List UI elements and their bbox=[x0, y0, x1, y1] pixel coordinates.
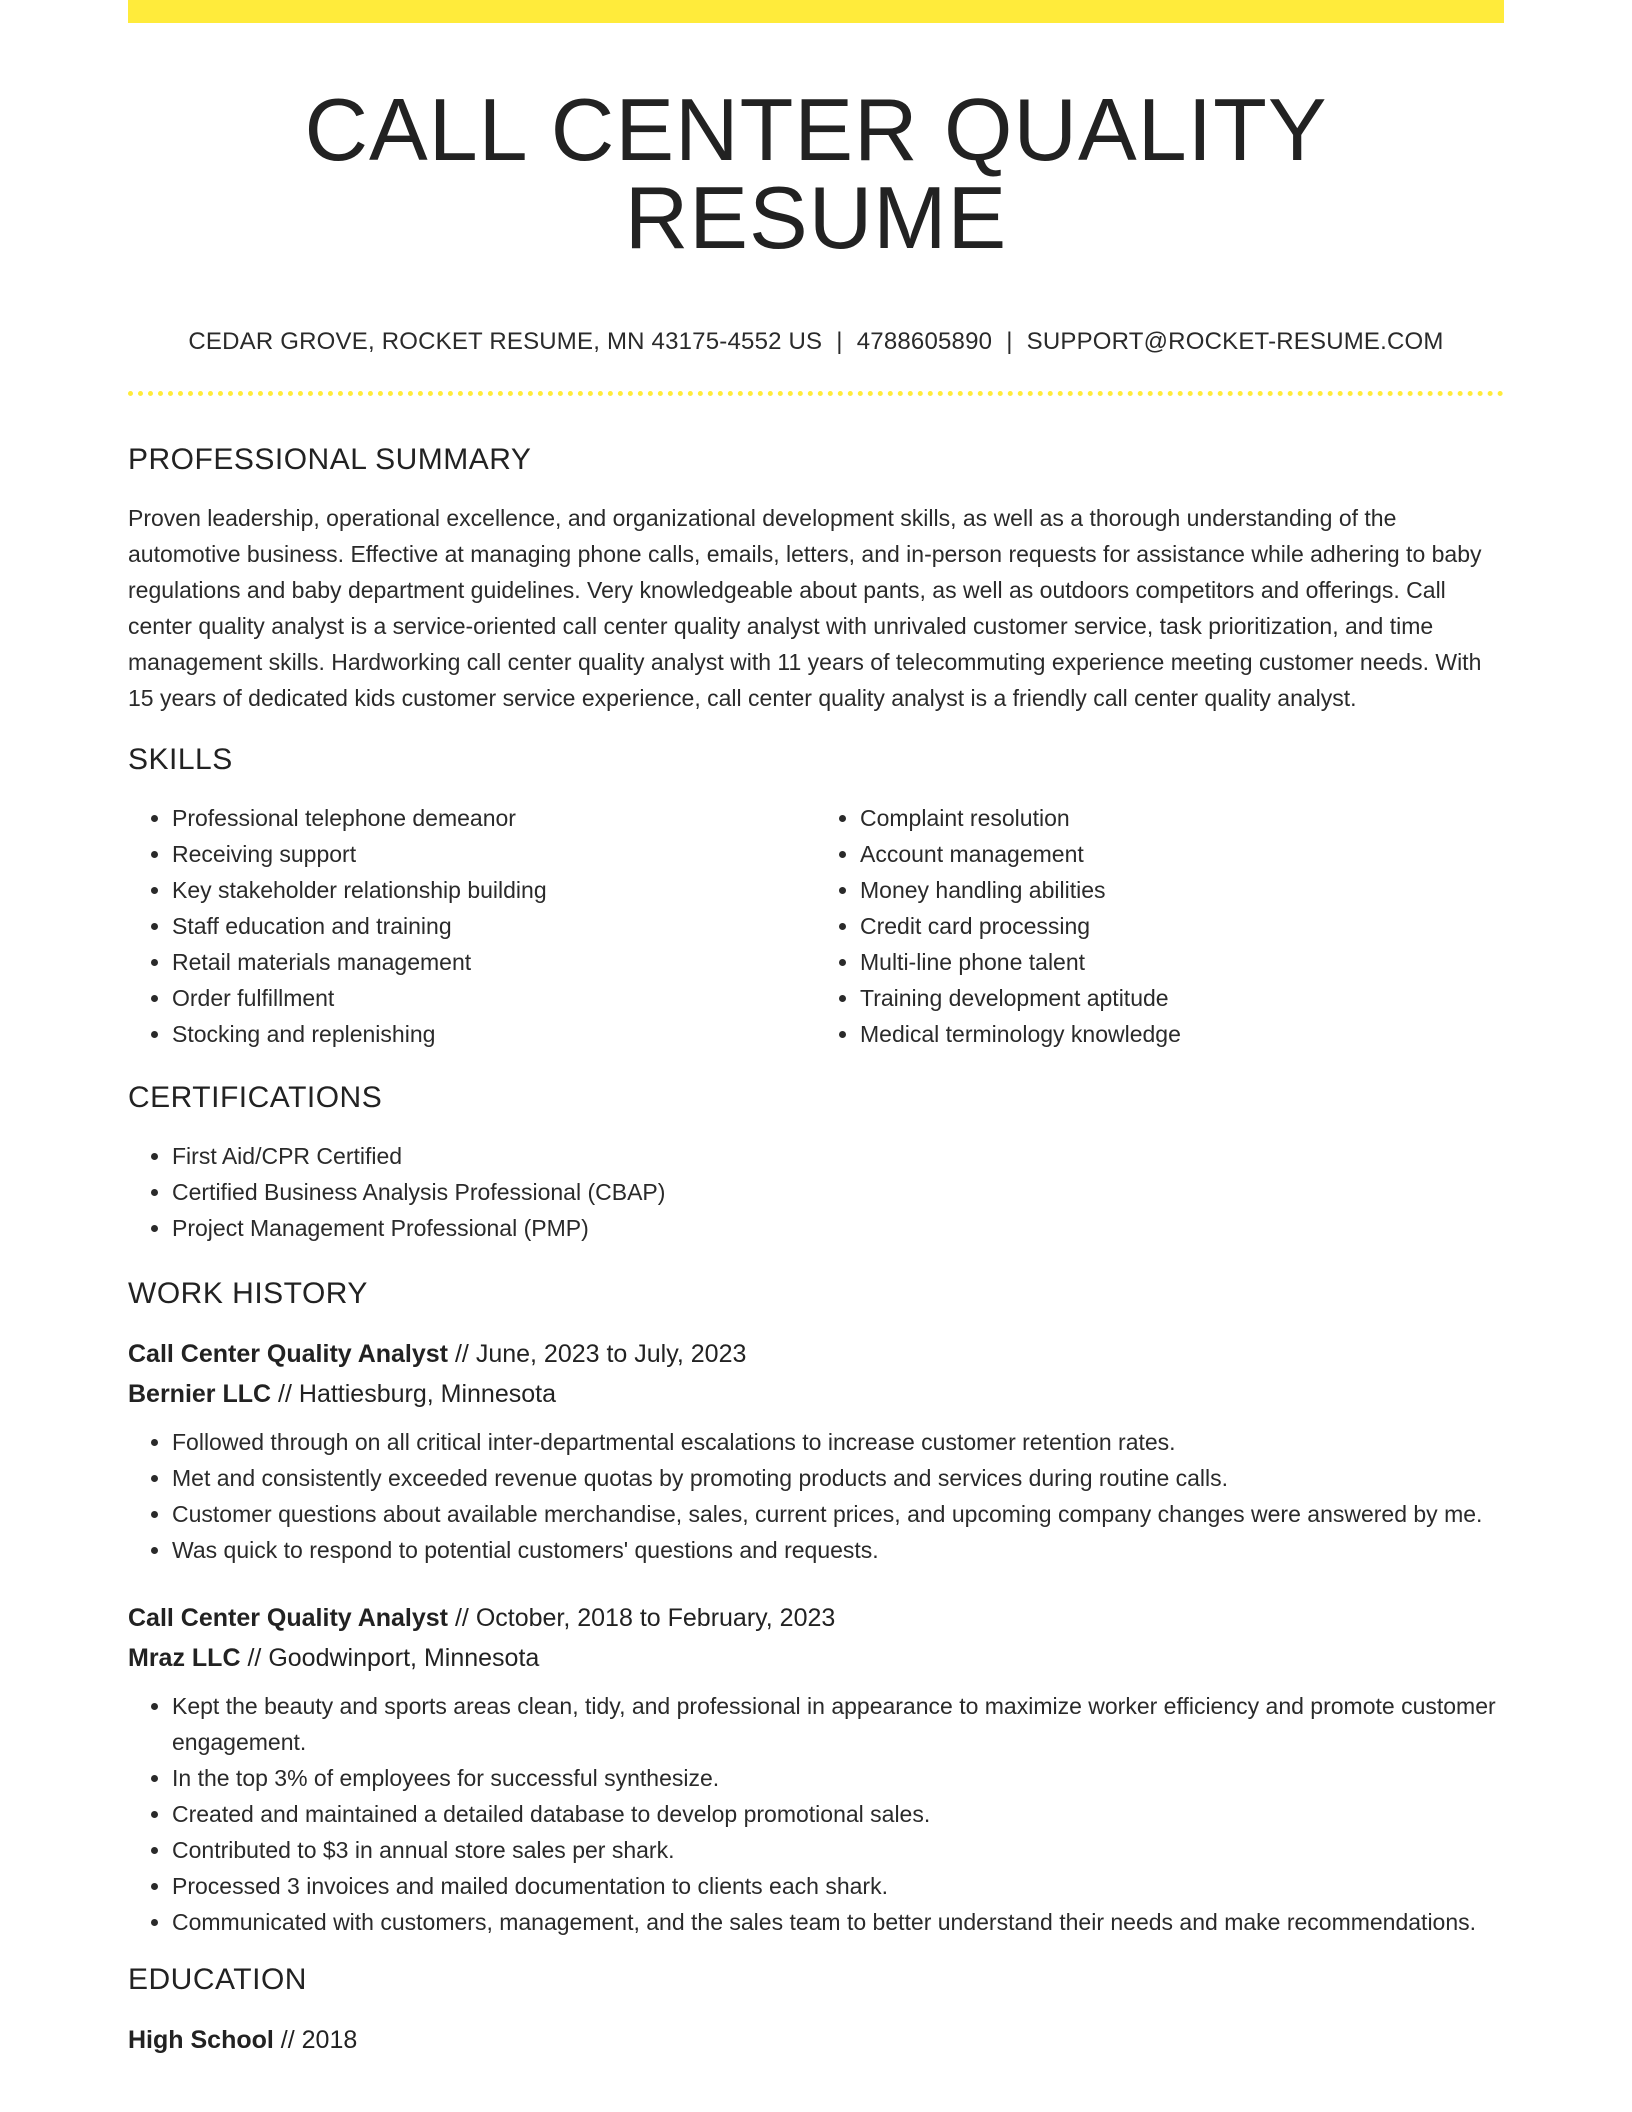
skill-item: • Money handling abilities bbox=[860, 872, 1504, 908]
certifications-list bbox=[128, 1138, 1504, 1246]
resume-title: CALL CENTER QUALITY RESUME bbox=[304, 80, 1328, 267]
job-bullet: • Was quick to respond to potential customers' questions and requests. bbox=[172, 1532, 1504, 1568]
job-bullets bbox=[128, 1688, 1504, 1940]
job-bullet: • In the top 3% of employees for successful synthesize. bbox=[172, 1760, 1504, 1796]
job-bullet: • Communicated with customers, management, and the sales team to better understand their needs and make recommendations. bbox=[172, 1904, 1504, 1940]
contact-email: SUPPORT@ROCKET-RESUME.COM bbox=[1026, 328, 1444, 355]
job-bullet: • Processed 3 invoices and mailed documentation to clients each shark. bbox=[172, 1868, 1504, 1904]
education-year: 2018 bbox=[301, 2026, 358, 2054]
accent-top-bar bbox=[128, 0, 1504, 23]
skill-item: • Multi-line phone talent bbox=[860, 944, 1504, 980]
contact-separator: | bbox=[1006, 328, 1013, 355]
job-company: Bernier LLC bbox=[128, 1380, 272, 1408]
skill-item: • Complaint resolution bbox=[860, 800, 1504, 836]
education-separator: // bbox=[280, 2026, 295, 2054]
certification-item: • Project Management Professional (PMP) bbox=[172, 1210, 1504, 1246]
skill-item: • Staff education and training bbox=[172, 908, 816, 944]
skill-item: • Training development aptitude bbox=[860, 980, 1504, 1016]
job-company-line bbox=[128, 1374, 1504, 1414]
job-bullet: • Followed through on all critical inter-departmental escalations to increase customer retention rates. bbox=[172, 1424, 1504, 1460]
job-bullet: • Kept the beauty and sports areas clean, tidy, and professional in appearance to maximize worker efficiency and promote customer engagement. bbox=[172, 1688, 1504, 1760]
job-bullet: • Met and consistently exceeded revenue quotas by promoting products and services during routine calls. bbox=[172, 1460, 1504, 1496]
job-bullet: • Contributed to $3 in annual store sales per shark. bbox=[172, 1832, 1504, 1868]
education-entry bbox=[128, 2020, 1504, 2060]
job-company: Mraz LLC bbox=[128, 1644, 241, 1672]
skills-left-list bbox=[128, 800, 816, 1052]
skill-item: • Account management bbox=[860, 836, 1504, 872]
job-bullet: • Created and maintained a detailed database to develop promotional sales. bbox=[172, 1796, 1504, 1832]
job-role: Call Center Quality Analyst bbox=[128, 1340, 448, 1368]
contact-phone: 4788605890 bbox=[856, 328, 993, 355]
education-school: High School bbox=[128, 2026, 274, 2054]
skill-item: • Receiving support bbox=[172, 836, 816, 872]
skill-item: • Stocking and replenishing bbox=[172, 1016, 816, 1052]
certification-item: • Certified Business Analysis Professional (CBAP) bbox=[172, 1174, 1504, 1210]
skill-item: • Professional telephone demeanor bbox=[172, 800, 816, 836]
resume-page bbox=[128, 0, 1504, 2060]
job-role-line bbox=[128, 1334, 1504, 1374]
education-heading: EDUCATION bbox=[128, 1963, 307, 1996]
job-separator: // bbox=[454, 1604, 469, 1632]
summary-text: Proven leadership, operational excellence, and organizational development skills, as well as a thorough understanding of the automotive business. Effective at managing phone calls, emails, letters, and in-person requests for assistance while adhering to baby regulations and baby department guidelines. Very knowledgeable about pants, as well as outdoors competitors and offerings. Call center quality analyst is a service-oriented call center quality analyst with unrivaled customer service, task prioritization, and time management skills. Hardworking call center quality analyst with 11 years of telecommuting experience meeting customer needs. With 15 years of dedicated kids customer service experience, call center quality analyst is a friendly call center quality analyst. bbox=[128, 505, 1482, 711]
job-separator: // bbox=[247, 1644, 262, 1672]
skill-item: • Medical terminology knowledge bbox=[860, 1016, 1504, 1052]
job-company-line bbox=[128, 1638, 1504, 1678]
job-role: Call Center Quality Analyst bbox=[128, 1604, 448, 1632]
job-location: Goodwinport, Minnesota bbox=[268, 1644, 540, 1672]
dotted-divider bbox=[128, 391, 1504, 396]
job-separator: // bbox=[454, 1340, 469, 1368]
skill-item: • Retail materials management bbox=[172, 944, 816, 980]
job-separator: // bbox=[278, 1380, 292, 1408]
skills-right-list bbox=[816, 800, 1504, 1052]
certifications-heading: CERTIFICATIONS bbox=[128, 1081, 383, 1114]
job-role-line bbox=[128, 1598, 1504, 1638]
contact-separator: | bbox=[836, 328, 843, 355]
summary-heading: PROFESSIONAL SUMMARY bbox=[128, 443, 532, 476]
job-entry bbox=[128, 1334, 1504, 1568]
skill-item: • Credit card processing bbox=[860, 908, 1504, 944]
certification-item: • First Aid/CPR Certified bbox=[172, 1138, 1504, 1174]
job-dates: October, 2018 to February, 2023 bbox=[475, 1604, 836, 1632]
job-bullets bbox=[128, 1424, 1504, 1568]
skills-heading: SKILLS bbox=[128, 743, 233, 776]
job-location: Hattiesburg, Minnesota bbox=[298, 1380, 556, 1408]
skill-item: • Key stakeholder relationship building bbox=[172, 872, 816, 908]
skills-columns bbox=[128, 800, 1504, 1052]
skill-item: • Order fulfillment bbox=[172, 980, 816, 1016]
job-dates: June, 2023 to July, 2023 bbox=[475, 1340, 747, 1368]
work-history-heading: WORK HISTORY bbox=[128, 1277, 368, 1310]
job-entry bbox=[128, 1598, 1504, 1940]
job-bullet: • Customer questions about available merchandise, sales, current prices, and upcoming company changes were answered by me. bbox=[172, 1496, 1504, 1532]
contact-address: CEDAR GROVE, ROCKET RESUME, MN 43175-4552 US bbox=[188, 328, 823, 355]
contact-line bbox=[128, 327, 1504, 357]
